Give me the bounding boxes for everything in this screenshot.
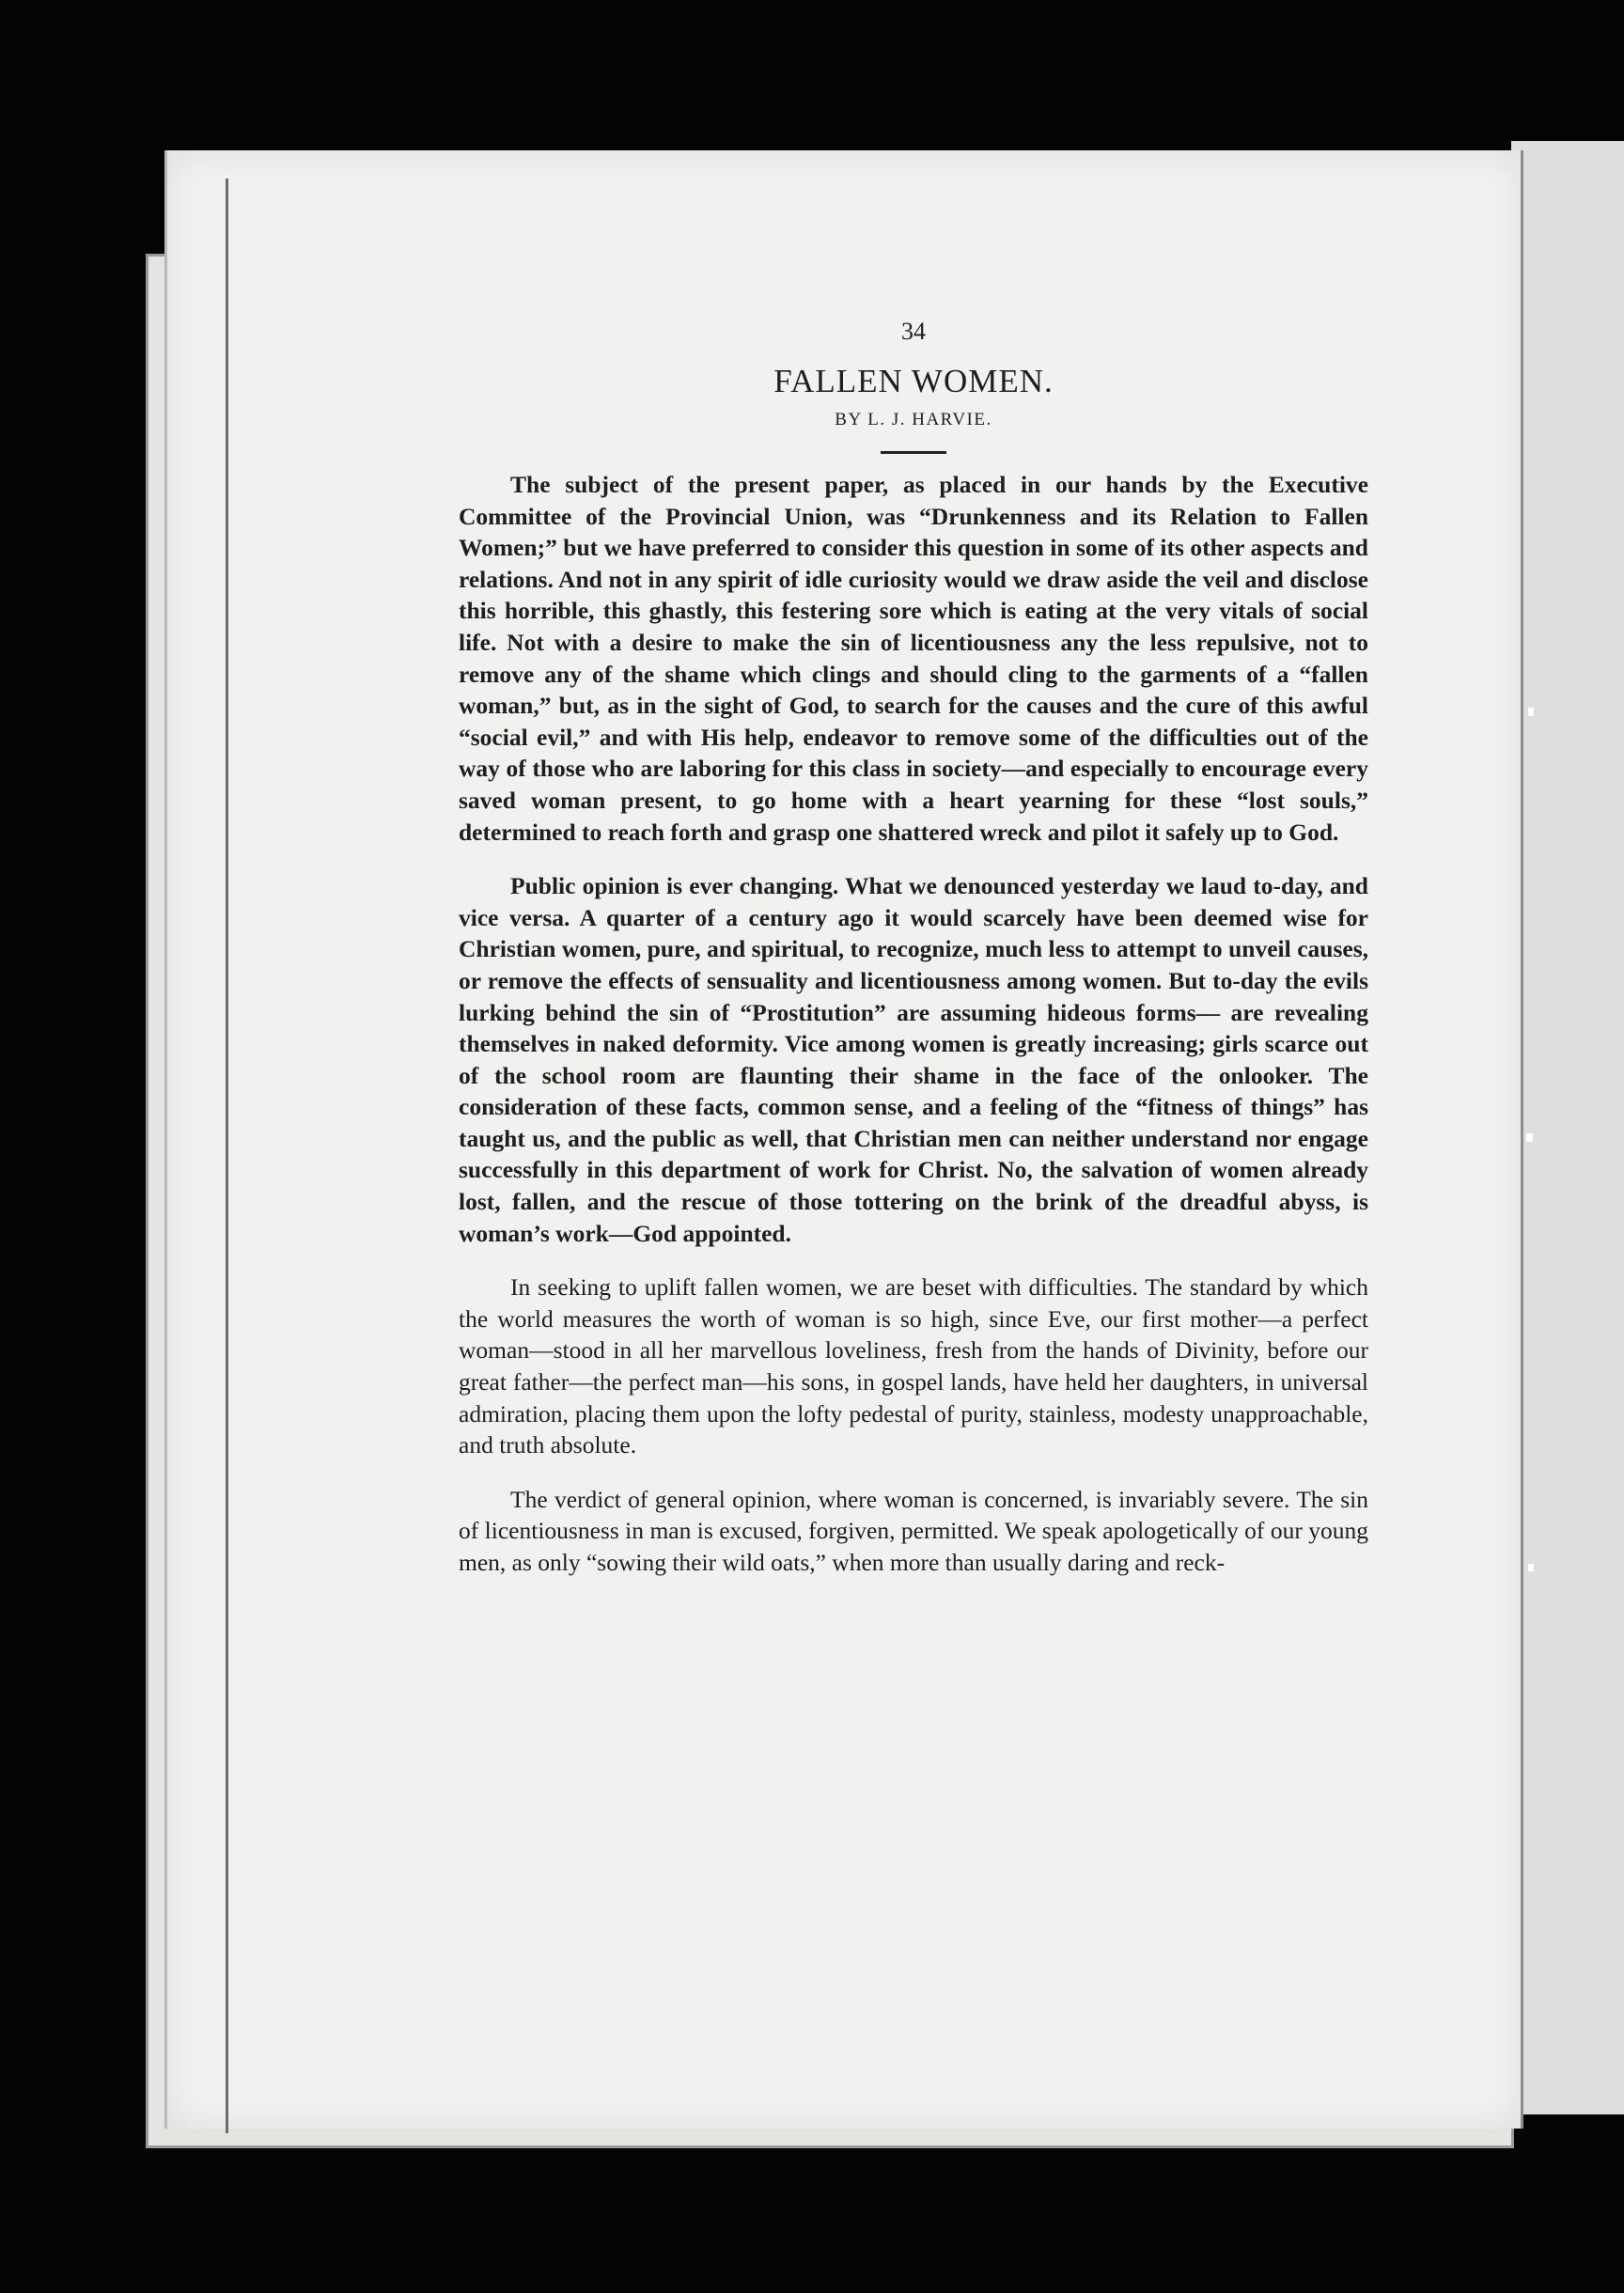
article-title: FALLEN WOMEN.	[773, 363, 1054, 399]
article-byline: BY L. J. HARVIE.	[835, 410, 992, 429]
adjacent-page-edge	[1511, 141, 1624, 2114]
margin-mark	[1526, 1133, 1533, 1142]
margin-mark	[1528, 708, 1534, 716]
page-number: 34	[901, 318, 926, 345]
paragraph: The subject of the present paper, as placed in our hands by the Executive Committee of the Provincial Union, was “Drunkenness and its Relation to Fallen Women;” but we have preferred to consider this question in some of its other aspects and relations. And not in any spirit of idle curiosity would we draw aside the veil and disclose this horrible, this ghastly, this festering sore which is eating at the very vitals of social life. Not with a desire to make the sin of licentiousness any the less repulsive, not to remove any of the shame which clings and should cling to the garments of a “fallen woman,” but, as in the sight of God, to search for the causes and the cure of this awful “social evil,” and with His help, endeavor to remove some of the difficulties out of the way of those who are laboring for this class in society—and especially to encourage every saved woman present, to go home with a heart yearning for these “lost souls,” determined to reach forth and grasp one shattered wreck and pilot it safely up to God.	[459, 471, 1368, 846]
page-gutter-line	[226, 179, 228, 2133]
article-body	[459, 318, 1368, 1601]
paragraph: Public opinion is ever changing. What we denounced yesterday we laud to-day, and vice versa. A quarter of a century ago it would scarcely have been deemed wise for Christian women, pure, and spiritual, to recognize, much less to attempt to unveil causes, or remove the effects of sensuality and licentiousness among women. But to-day the evils lurking behind the sin of “Prostitution” are assuming hideous forms— are revealing themselves in naked deformity. Vice among women is greatly increasing; girls scarce out of the school room are flaunting their shame in the face of the onlooker. The consideration of these facts, common sense, and a feeling of the “fitness of things” has taught us, and the public as well, that Christian men can neither understand nor engage successfully in this department of work for Christ. No, the salvation of women already lost, fallen, and the rescue of those tottering on the brink of the dreadful abyss, is woman’s work—God appointed.	[459, 872, 1368, 1247]
paragraph: The verdict of general opinion, where woman is concerned, is invariably severe. The sin of licentiousness in man is excused, forgiven, permitted. We speak apologetically of our young men, as only “sowing their wild oats,” when more than usually daring and reck-	[459, 1485, 1368, 1576]
paragraph: In seeking to uplift fallen women, we are beset with difficulties. The standard by which the world measures the worth of woman is so high, since Eve, our first mother—a perfect woman—stood in all her marvellous loveliness, fresh from the hands of Divinity, before our great father—the perfect man—his sons, in gospel lands, have held her daughters, in universal admiration, placing them upon the lofty pedestal of purity, stainless, modesty unapproachable, and truth absolute.	[459, 1273, 1368, 1459]
title-divider	[881, 451, 946, 454]
margin-mark	[1528, 1564, 1534, 1571]
